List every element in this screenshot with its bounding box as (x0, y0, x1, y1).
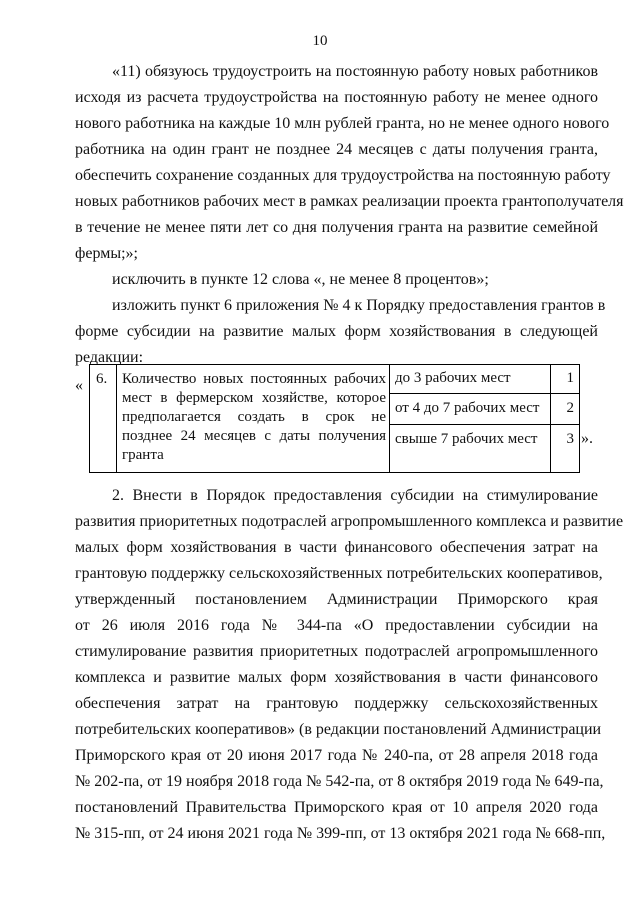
table-divider (389, 365, 390, 472)
paragraph-line: редакции: (75, 349, 144, 366)
paragraph-line: форме субсидии на развитие малых форм хозяйствования в следующей (75, 323, 598, 340)
paragraph-line: новых работников рабочих мест в рамках реализации проекта грантополучателя (75, 193, 624, 210)
paragraph-line: утвержденный постановлением Администрации Приморского края (75, 591, 598, 608)
criteria-table (89, 364, 580, 473)
paragraph-line: фермы;»; (75, 245, 138, 262)
paragraph-line: от 26 июля 2016 года № 344-па «О предоставлении субсидии на (75, 617, 598, 634)
paragraph-line: в течение не менее пяти лет со дня получения гранта на развитие семейной (75, 219, 598, 236)
paragraph-line: исключить в пункте 12 слова «, не менее 8 процентов»; (112, 271, 489, 288)
paragraph-line: Приморского края от 20 июня 2017 года № 240-па, от 28 апреля 2018 года (75, 747, 598, 764)
table-cell-criterion: гранта (122, 447, 164, 463)
paragraph-line: изложить пункт 6 приложения № 4 к Порядку предоставления грантов в (112, 297, 606, 314)
paragraph-line: нового работника на каждые 10 млн рублей гранта, но не менее одного нового (75, 115, 610, 132)
table-divider (389, 424, 579, 425)
table-cell-score: 3 (566, 431, 574, 447)
table-cell-range: до 3 рабочих мест (395, 370, 511, 386)
paragraph-line: № 315-пп, от 24 июня 2021 года № 399-пп, от 13 октября 2021 года № 668-пп, (75, 825, 606, 842)
paragraph-line: 2. Внести в Порядок предоставления субсидии на стимулирование (112, 487, 598, 504)
table-divider (389, 393, 579, 394)
paragraph-line: комплекса и развитие малых форм хозяйствования в части финансового (75, 669, 598, 686)
paragraph-line: работника на один грант не позднее 24 месяцев с даты получения гранта, (75, 141, 598, 158)
paragraph-line: обеспечить сохранение созданных для трудоустройства на постоянную работу (75, 167, 611, 184)
paragraph-line: исходя из расчета трудоустройства на постоянную работу не менее одного (75, 89, 598, 106)
table-divider (116, 365, 117, 472)
paragraph-line: грантовую поддержку сельскохозяйственных потребительских кооперативов, (75, 565, 603, 582)
paragraph-line: «11) обязуюсь трудоустроить на постоянную работу новых работников (112, 63, 598, 80)
paragraph-line: постановлений Правительства Приморского края от 10 апреля 2020 года (75, 799, 598, 816)
paragraph-line: потребительских кооперативов» (в редакции постановлений Администрации (75, 721, 602, 738)
paragraph-line: развития приоритетных подотраслей агропромышленного комплекса и развитие (75, 513, 624, 530)
table-cell-criterion: мест в фермерском хозяйстве, которое (122, 390, 386, 406)
paragraph-line: стимулирование развития приоритетных подотраслей агропромышленного (75, 643, 598, 660)
table-cell-range: свыше 7 рабочих мест (395, 431, 538, 447)
table-cell-criterion: Количество новых постоянных рабочих (122, 371, 386, 387)
paragraph-line: малых форм хозяйствования в части финансового обеспечения затрат на (75, 539, 598, 556)
table-cell-num: 6. (96, 371, 108, 387)
table-cell-score: 1 (566, 370, 574, 386)
page-number: 10 (312, 33, 328, 49)
close-quote: ». (581, 430, 593, 447)
table-cell-criterion: предполагается создать в срок не (122, 409, 386, 425)
table-cell-range: от 4 до 7 рабочих мест (395, 400, 540, 416)
open-quote: « (75, 377, 83, 394)
paragraph-line: обеспечения затрат на грантовую поддержку сельскохозяйственных (75, 695, 598, 712)
table-cell-score: 2 (566, 400, 574, 416)
paragraph-line: № 202-па, от 19 ноября 2018 года № 542-па, от 8 октября 2019 года № 649-па, (75, 773, 604, 790)
table-cell-criterion: позднее 24 месяцев с даты получения (122, 428, 386, 444)
